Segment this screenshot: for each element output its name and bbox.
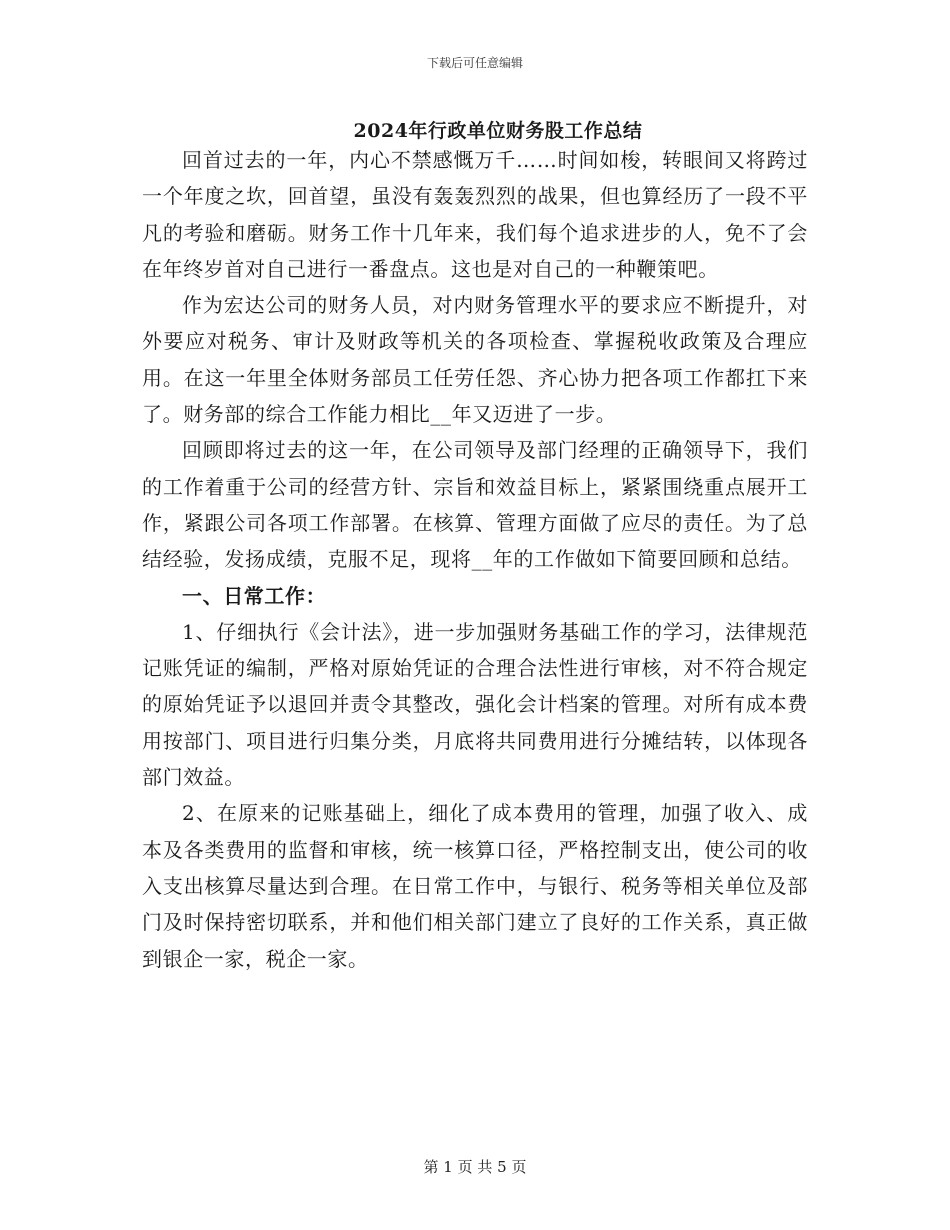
- list-item: 2、在原来的记账基础上，细化了成本费用的管理，加强了收入、成本及各类费用的监督和审核，统一核算口径，严格控制支出，使公司的收入支出核算尽量达到合理。在日常工作中，与银行、税务等相关单位及部门及时保持密切联系，并和他们相关部门建立了良好的工作关系，真正做到银企一家，税企一家。: [142, 801, 808, 971]
- paragraph: 回顾即将过去的这一年，在公司领导及部门经理的正确领导下，我们的工作着重于公司的经营方针、宗旨和效益目标上，紧紧围绕重点展开工作，紧跟公司各项工作部署。在核算、管理方面做了应尽的责任。为了总结经验，发扬成绩，克服不足，现将__年的工作做如下简要回顾和总结。: [142, 438, 808, 572]
- document-body: [142, 142, 808, 977]
- list-item: 1、仔细执行《会计法》，进一步加强财务基础工作的学习，法律规范记账凭证的编制，严格对原始凭证的合理合法性进行审核，对不符合规定的原始凭证予以退回并责令其整改，强化会计档案的管理。对所有成本费用按部门、项目进行归集分类，月底将共同费用进行分摊结转，以体现各部门效益。: [142, 619, 808, 790]
- page-footer: 第 1 页 共 5 页: [423, 1158, 527, 1176]
- paragraph: 作为宏达公司的财务人员，对内财务管理水平的要求应不断提升，对外要应对税务、审计及财政等机关的各项检查、掌握税收政策及合理应用。在这一年里全体财务部员工任劳任怨、齐心协力把各项工作都扛下来了。财务部的综合工作能力相比__年又迈进了一步。: [142, 293, 808, 427]
- header-note: 下载后可任意编辑: [426, 56, 523, 70]
- document-title: 2024年行政单位财务股工作总结: [353, 120, 643, 142]
- paragraph: 回首过去的一年，内心不禁感慨万千……时间如梭，转眼间又将跨过一个年度之坎，回首望，虽没有轰轰烈烈的战果，但也算经历了一段不平凡的考验和磨砺。财务工作十几年来，我们每个追求进步的人，免不了会在年终岁首对自己进行一番盘点。这也是对自己的一种鞭策吧。: [142, 148, 808, 281]
- section-heading: 一、日常工作：: [182, 583, 327, 608]
